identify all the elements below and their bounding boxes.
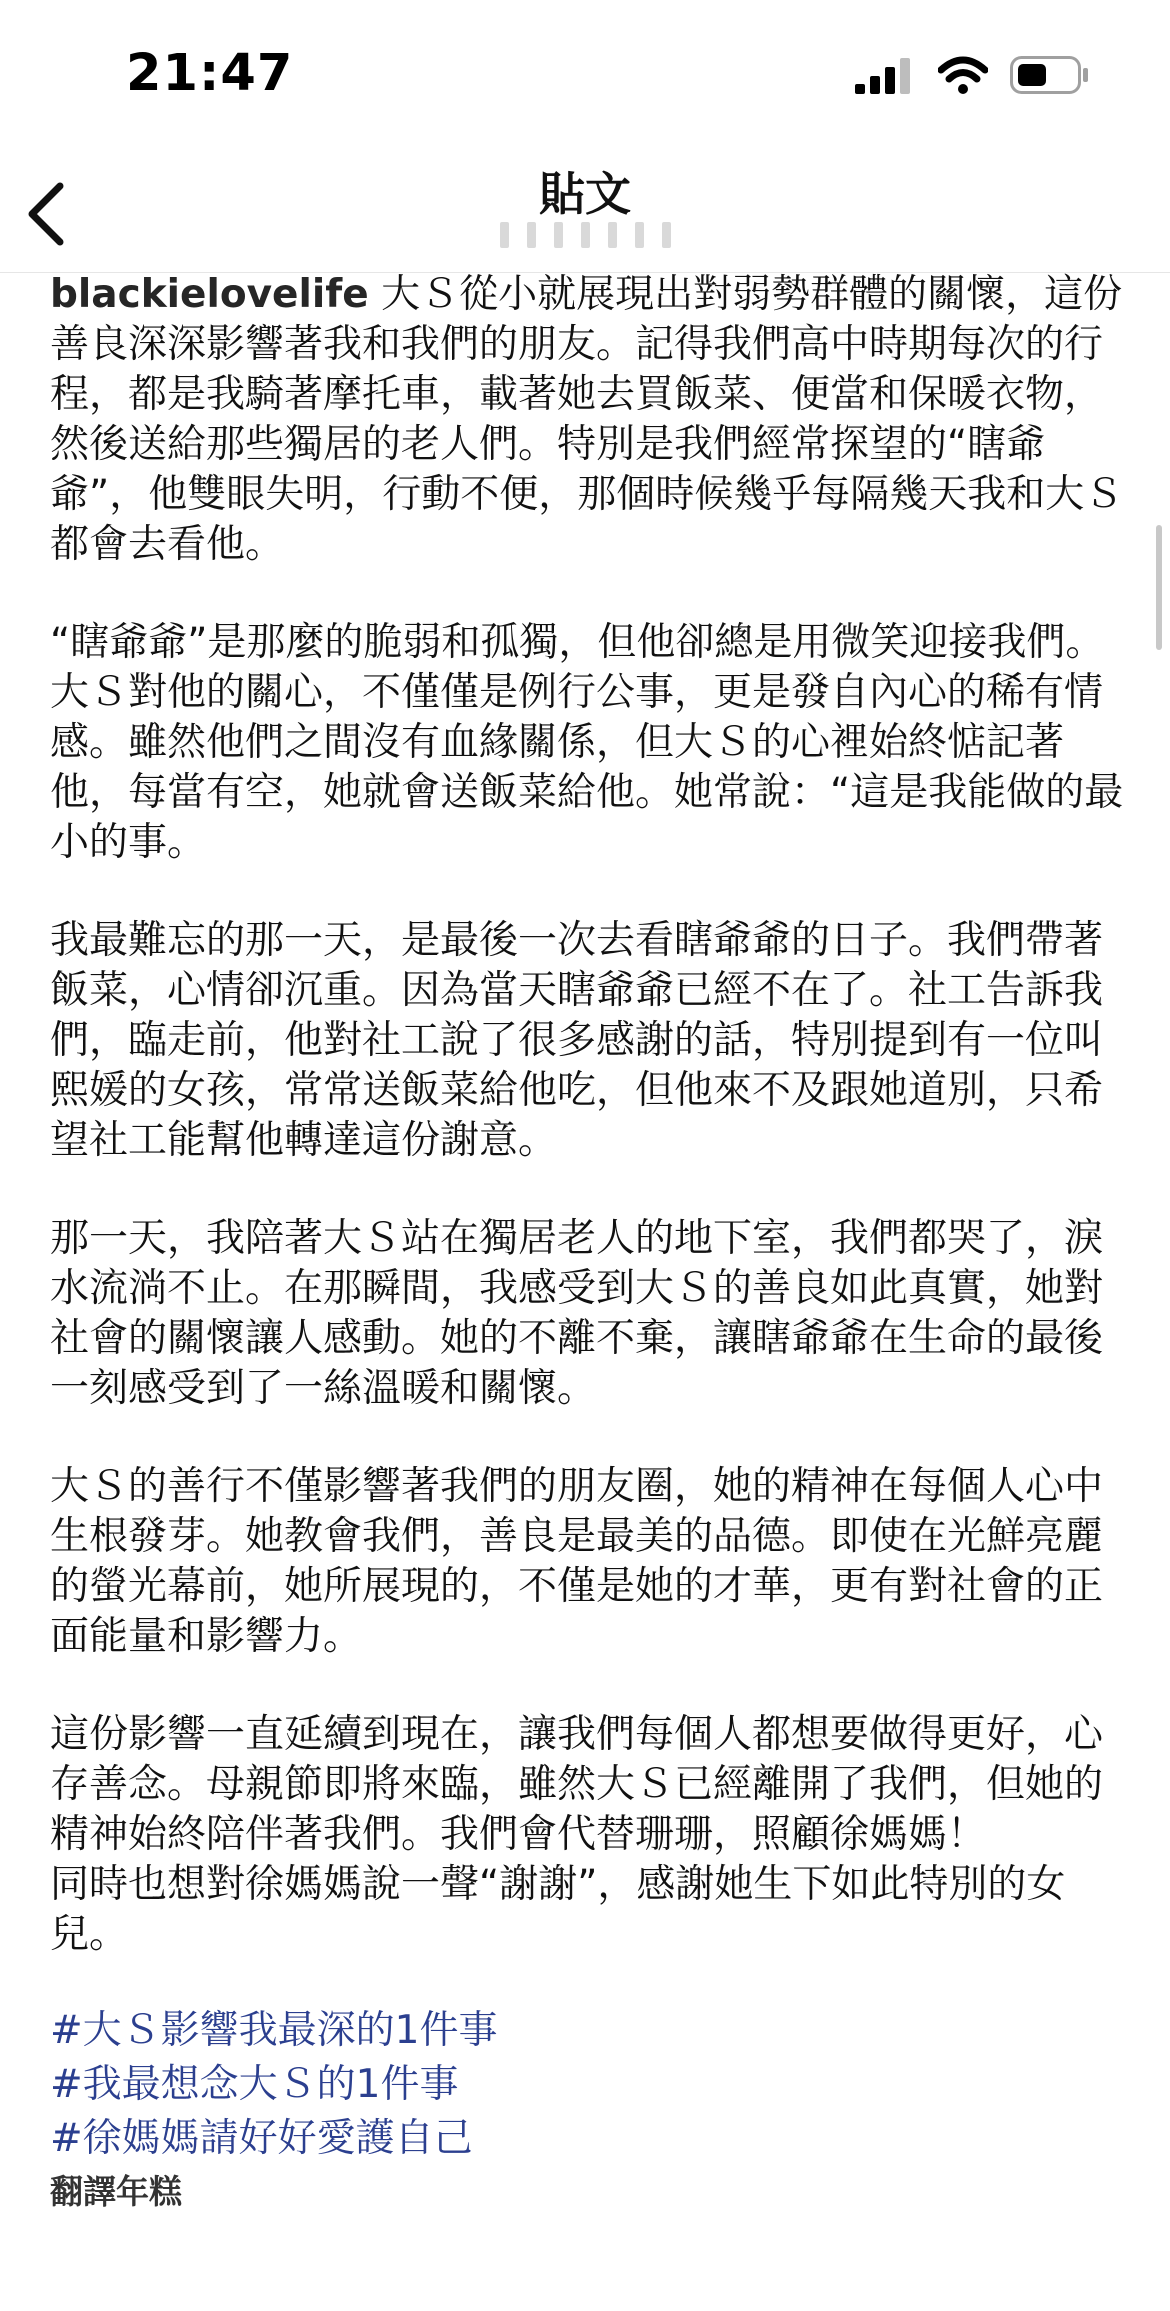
blurred-subtitle: [465, 220, 705, 250]
post-username[interactable]: blackielovelife: [50, 272, 369, 317]
cellular-signal-icon: [855, 58, 913, 94]
scrollbar[interactable]: [1156, 525, 1162, 650]
translate-button[interactable]: 翻譯年糕: [50, 2172, 182, 2211]
hashtag-link[interactable]: #大Ｓ影響我最深的1件事: [50, 2008, 498, 2053]
caption-paragraph: [50, 270, 1125, 570]
navigation-bar: [0, 150, 1170, 273]
status-bar: [0, 0, 1170, 150]
caption-paragraph: 我最難忘的那一天，是最後一次去看瞎爺爺的日子。我們帶著飯菜，心情卻沉重。因為當天瞎爺爺已經不在了。社工告訴我們，臨走前，他對社工說了很多感謝的話，特別提到有一位叫熙媛的女孩，常常送飯菜給他吃，但他來不及跟她道別，只希望社工能幫他轉達這份謝意。: [50, 918, 1104, 1163]
battery-icon: [1010, 56, 1090, 94]
hashtag-link[interactable]: #徐媽媽請好好愛護自己: [50, 2116, 473, 2161]
caption-paragraph: 大Ｓ的善行不僅影響著我們的朋友圈，她的精神在每個人心中生根發芽。她教會我們，善良是最美的品德。即使在光鮮亮麗的螢光幕前，她所展現的，不僅是她的才華，更有對社會的正面能量和影響力。: [50, 1464, 1104, 1659]
page-title: 貼文: [539, 167, 631, 221]
post-caption: [50, 270, 1125, 2212]
hashtag-link[interactable]: #我最想念大Ｓ的1件事: [50, 2062, 459, 2107]
caption-paragraph: “瞎爺爺”是那麼的脆弱和孤獨，但他卻總是用微笑迎接我們。大Ｓ對他的關心，不僅僅是例行公事，更是發自內心的稀有情感。雖然他們之間沒有血緣關係，但大Ｓ的心裡始終惦記著他，每當有空，她就會送飯菜給他。她常說：“這是我能做的最小的事。: [50, 620, 1124, 865]
wifi-icon: [938, 56, 988, 96]
caption-paragraph: 這份影響一直延續到現在，讓我們每個人都想要做得更好，心存善念。母親節即將來臨，雖然大Ｓ已經離開了我們，但她的精神始終陪伴著我們。我們會代替珊珊，照顧徐媽媽！ 同時也想對徐媽媽說一聲“謝謝”，感謝她生下如此特別的女兒。: [50, 1712, 1104, 1957]
status-time: 21:47: [126, 44, 294, 103]
caption-text: 大Ｓ從小就展現出對弱勢群體的關懷，這份善良深深影響著我和我們的朋友。記得我們高中時期每次的行程，都是我騎著摩托車，載著她去買飯菜、便當和保暖衣物，然後送給那些獨居的老人們。特別是我們經常探望的“瞎爺爺”，他雙眼失明，行動不便，那個時候幾乎每隔幾天我和大Ｓ都會去看他。: [50, 272, 1124, 567]
hashtag-list: [50, 2004, 1125, 2166]
caption-paragraph: 那一天，我陪著大Ｓ站在獨居老人的地下室，我們都哭了，淚水流淌不止。在那瞬間，我感受到大Ｓ的善良如此真實，她對社會的關懷讓人感動。她的不離不棄，讓瞎爺爺在生命的最後一刻感受到了一絲溫暖和關懷。: [50, 1216, 1104, 1411]
